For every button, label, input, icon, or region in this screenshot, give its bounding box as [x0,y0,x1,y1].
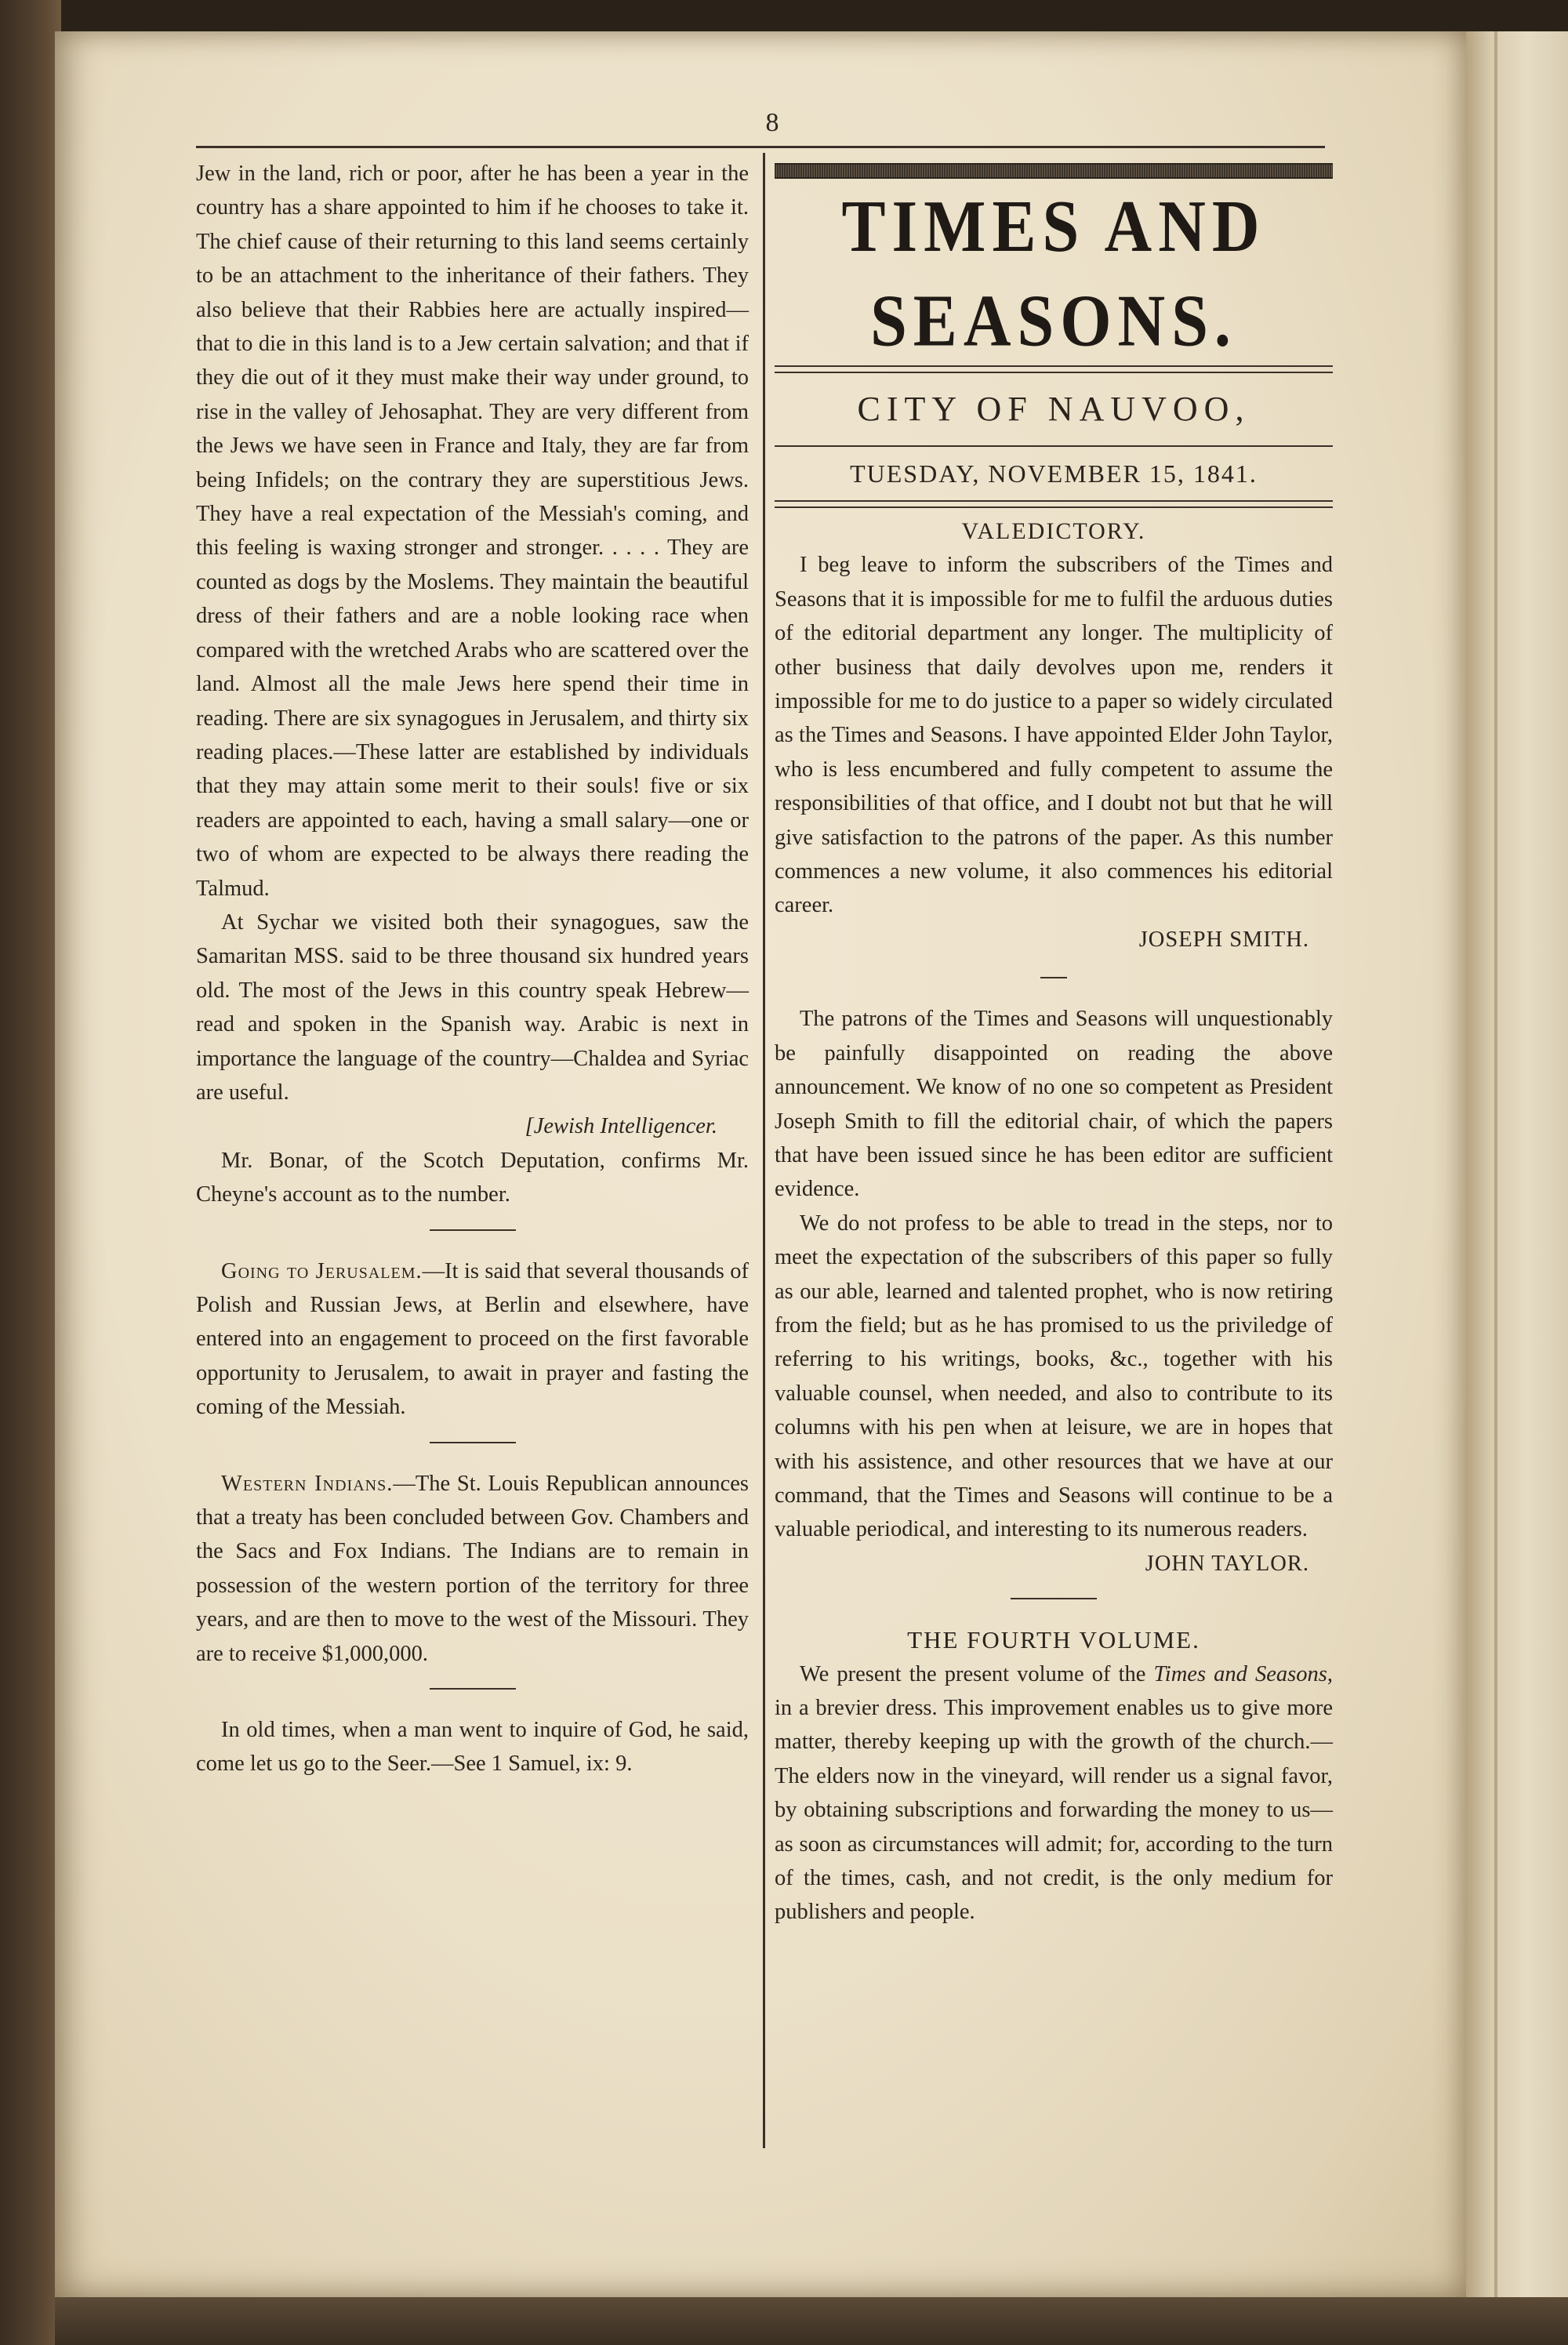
top-rule [196,146,1325,148]
going-heading: Going to Jerusalem. [221,1258,423,1283]
taylor-signature-line [775,1547,1333,1581]
left-column [196,157,749,1781]
valedictory-signature-line [775,923,1333,957]
western-heading: Western Indians. [221,1471,394,1496]
masthead-bottom-rule [775,500,1333,508]
fourth-italic: Times and Seasons [1153,1661,1327,1686]
source-credit [196,1109,749,1143]
section-rule [430,1442,516,1443]
patrons-paragraph: The patrons of the Times and Seasons will unquestionably be painfully disappointed on reading the above announcement. We know of no one so competent as President Joseph Smith to fill the editorial chair, of which the papers that have been issued since he has been editor are sufficient evidence. [775,1007,1333,1202]
page-number: 8 [765,108,779,137]
right-column [775,157,1333,1929]
fourth-volume-text [775,1657,1333,1929]
valedictory-heading: VALEDICTORY. [961,518,1146,544]
masthead [775,163,1333,508]
fourth-lead: We present the present volume of the [800,1661,1154,1686]
western-text: —The St. Louis Republican announces that a treaty has been concluded between Gov. Chambers and the Sacs and Fox Indians. The Indians are to remain in possession of the western portion of the territory for three years, and are then to move to the west of the Missouri. They are to receive $1,000,000. [196,1471,749,1666]
section-rule [1040,977,1067,978]
column-divider [763,153,765,2148]
section-rule [1011,1598,1097,1599]
source-credit-text: [Jewish Intelligencer. [524,1114,717,1139]
going-to-jerusalem-article [196,1254,749,1425]
book-binding [0,0,61,2345]
seer-paragraph: In old times, when a man went to inquire of God, he said, come let us go to the Seer.—See 1 Samuel, ix: 9. [196,1718,749,1777]
bonar-paragraph: Mr. Bonar, of the Scotch Deputation, confirms Mr. Cheyne's account as to the number. [196,1148,749,1207]
going-text: —It is said that several thousands of Polish and Russian Jews, at Berlin and elsewhere, have entered into an engagement to proceed on the first favorable opportunity to Jerusalem, to await in prayer and fasting the coming of the Messiah. [196,1258,749,1420]
page-fold [1494,31,1497,2321]
book-bottom-edge [55,2297,1568,2345]
masthead-top-rule [775,163,1333,179]
masthead-date: TUESDAY, NOVEMBER 15, 1841. [850,459,1258,488]
western-indians-article [196,1467,749,1671]
tread-paragraph: We do not profess to be able to tread in the steps, nor to meet the expectation of the subscribers of this paper so fully as our able, learned and talented prophet, who is now retiring from the field; but as he has promised to us the priviledge of referring to his writings, books, &c., together with his valuable counsel, when needed, and also to contribute to its columns with his pen when at leisure, we are in hopes that with his assistence, and other resources that we have at our command, that the Times and Seasons will continue to be a valuable periodical, and interesting to its numerous readers. [775,1211,1333,1542]
masthead-city: CITY OF NAUVOO, [857,390,1250,428]
section-rule [430,1688,516,1690]
masthead-rule [775,445,1333,447]
valedictory-text: I beg leave to inform the subscribers of the Times and Seasons that it is impossible for me to fulfil the arduous duties of the editorial department any longer. The multiplicity of other business that daily devolves upon me, renders it impossible for me to do justice to a paper so widely circulated as the Times and Seasons. I have appointed Elder John Taylor, who is less encumbered and fully competent to assume the responsibilities of that office, and I doubt not but that he will give satisfaction to the patrons of the paper. As this number commences a new volume, it also commences his editorial career. [775,553,1333,918]
john-taylor-signature: JOHN TAYLOR. [1145,1551,1309,1576]
facing-page-edge [1466,31,1568,2321]
joseph-smith-signature: JOSEPH SMITH. [1138,927,1309,952]
section-rule [430,1229,516,1231]
fourth-volume-heading: THE FOURTH VOLUME. [907,1626,1200,1654]
jew-paragraph: Jew in the land, rich or poor, after he has been a year in the country has a share appointed to him if he chooses to take it. The chief cause of their returning to this land seems certainly to be an attachment to the inheritance of their fathers. They also believe that their Rabbies here are actually inspired—that to die in this land is to a Jew certain salvation; and that if they die out of it they must make their way under ground, to rise in the valley of Jehosaphat. They are very different from the Jews we have seen in France and Italy, they are far from being Infidels; on the contrary they are superstitious Jews. They have a real expectation of the Messiah's coming, and this feeling is waxing stronger and stronger. . . . . They are counted as dogs by the Moslems. They maintain the beautiful dress of their fathers and are a noble looking race when compared with the wretched Arabs who are scattered over the land. Almost all the male Jews here spend their time in reading. There are six synagogues in Jerusalem, and thirty six reading places.—These latter are established by individuals that they may attain some merit to their souls! five or six readers are appointed to each, having a small salary—one or two of whom are expected to be always there reading the Talmud. [196,162,749,901]
fourth-rest: , in a brevier dress. This improvement enables us to give more matter, thereby keeping up with the growth of the church.—The elders now in the vineyard, will render us a signal favor, by obtaining subscriptions and forwarding the money to us—as soon as circumstances will admit; for, according to the turn of the times, cash, and not credit, is the only medium for publishers and people. [775,1661,1333,1925]
newspaper-title: TIMES AND SEASONS. [841,185,1266,362]
sychar-paragraph: At Sychar we visited both their synagogues, saw the Samaritan MSS. said to be three thousand six hundred years old. The most of the Jews in this country speak Hebrew—read and spoken in the Spanish way. Arabic is next in importance the language of the country—Chaldea and Syriac are useful. [196,909,749,1105]
